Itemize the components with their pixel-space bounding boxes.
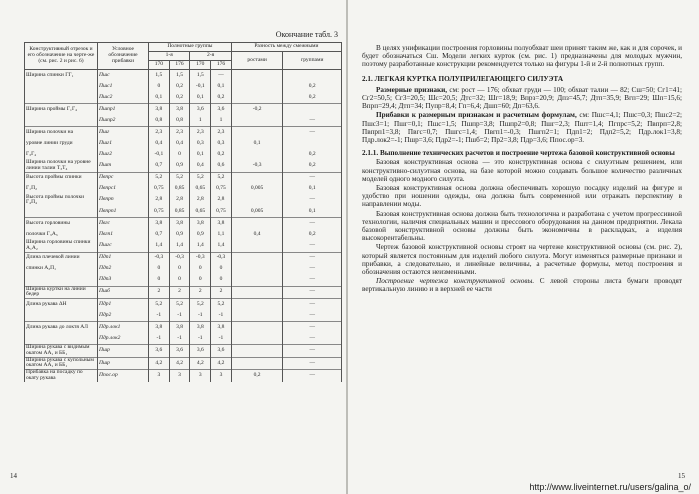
- row-value: 3,8: [169, 104, 190, 116]
- row-value: 0,85: [169, 206, 190, 218]
- row-value: 0: [169, 275, 190, 287]
- row-symbol: Пдр.лок1: [98, 322, 149, 334]
- table-row: [25, 357, 342, 370]
- row-value: 2: [211, 286, 232, 299]
- row-symbol: Пшт: [98, 160, 149, 172]
- row-value: [231, 115, 283, 127]
- row-value: 0,65: [190, 206, 211, 218]
- row-value: 3,8: [149, 104, 170, 116]
- table-row: [25, 218, 342, 230]
- row-value: 3,6: [190, 345, 211, 358]
- row-value: 0,1: [283, 206, 342, 218]
- row-symbol: Пдп2: [98, 264, 149, 275]
- row-symbol: Пвпрп: [98, 195, 149, 207]
- row-value: 1: [190, 115, 211, 127]
- row-value: —: [211, 70, 232, 82]
- calc-heading: 2.1.1. Выполнение технических расчетов и построение чертежа базовой конструктивной основы: [362, 149, 675, 158]
- col-header-height: 170: [149, 61, 170, 70]
- row-value: [231, 127, 283, 139]
- measures-values: см: рост — 176; обхват груди — 100; обхват талии — 82; Cш=50; Cг1=41; Cг2=50,5; Cг3=20,5; Шс=20,5; Дтс=32; Шг=18,9; Впрз=20,9; Дпз=45,7; Дтп=35,9; Вгп=29; Шп=15,6; Впрп=29,4; Дтп=34; Пупр=8,4; Гп=6,4; Дшп=60; Дп=63,6.: [362, 85, 682, 111]
- row-value: -0,3: [231, 160, 283, 172]
- allowance-table: [24, 42, 342, 382]
- row-value: 5,2: [169, 172, 190, 184]
- row-value: 5,2: [211, 299, 232, 311]
- table-row: [25, 160, 342, 172]
- row-value: -1: [169, 333, 190, 345]
- allowances-paragraph: [362, 111, 682, 144]
- row-symbol: Пшг: [98, 127, 149, 139]
- row-name: Ширина спинки ГГ₁: [25, 70, 98, 82]
- col-header-height: 176: [211, 61, 232, 70]
- row-value: [231, 357, 283, 370]
- row-value: -0,1: [149, 149, 170, 160]
- row-value: 0,6: [211, 160, 232, 172]
- row-symbol: Ппос.ор: [98, 370, 149, 382]
- row-symbol: Пшр: [98, 345, 149, 358]
- left-page: [0, 0, 346, 494]
- row-value: —: [283, 322, 342, 334]
- table-row: [25, 206, 342, 218]
- row-value: 5,2: [149, 299, 170, 311]
- row-value: 3,8: [211, 322, 232, 334]
- row-symbol: Пшг2: [98, 149, 149, 160]
- row-symbol: Пвгп1: [98, 229, 149, 240]
- row-value: 0,2: [211, 92, 232, 104]
- row-value: 3,8: [149, 322, 170, 334]
- watermark-url: http://www.liveinternet.ru/users/galina_o/: [529, 482, 691, 492]
- row-symbol: Пшб: [98, 286, 149, 299]
- row-value: 5,2: [169, 299, 190, 311]
- row-value: 0,1: [231, 138, 283, 149]
- row-value: 3: [149, 370, 170, 382]
- row-value: 3,8: [149, 218, 170, 230]
- row-name: Ширина куртки на линии бедер: [25, 286, 98, 299]
- row-value: [231, 81, 283, 92]
- row-value: -0,3: [149, 252, 170, 264]
- row-value: 5,2: [211, 172, 232, 184]
- row-value: 0: [169, 264, 190, 275]
- row-value: 0,75: [211, 206, 232, 218]
- row-value: —: [283, 264, 342, 275]
- row-value: 3: [169, 370, 190, 382]
- table-row: [25, 286, 342, 299]
- row-symbol: Пшс: [98, 70, 149, 82]
- table-row: [25, 104, 342, 116]
- row-value: 1,5: [169, 70, 190, 82]
- row-value: 3,6: [169, 345, 190, 358]
- row-value: 0,3: [190, 138, 211, 149]
- row-name: Высота проймы спинки: [25, 172, 98, 184]
- row-symbol: Пшпр1: [98, 104, 149, 116]
- row-value: -0,2: [231, 104, 283, 116]
- row-value: 0,2: [169, 92, 190, 104]
- row-value: -1: [149, 310, 170, 322]
- row-value: -0,3: [211, 252, 232, 264]
- row-value: 3,6: [149, 345, 170, 358]
- row-value: —: [283, 275, 342, 287]
- row-value: [283, 104, 342, 116]
- row-value: 0,2: [283, 160, 342, 172]
- row-value: 1,4: [169, 240, 190, 252]
- row-value: 0: [211, 275, 232, 287]
- row-name: Ширина рукава с купольным окатом АА₁ и ББ₁: [25, 357, 98, 370]
- row-value: 0,1: [190, 92, 211, 104]
- row-name: Ширина горловины спинки А₁А₂: [25, 240, 98, 252]
- row-value: -0,1: [190, 81, 211, 92]
- row-value: -1: [190, 310, 211, 322]
- table-caption: Окончание табл. 3: [275, 30, 338, 39]
- row-name: Ширина рукава с видимым окатом АА₁ и ББ₁: [25, 345, 98, 358]
- row-symbol: Пшс1: [98, 81, 149, 92]
- row-symbol: Пдр2: [98, 310, 149, 322]
- row-value: 2: [169, 286, 190, 299]
- row-value: [283, 70, 342, 82]
- row-symbol: Пвгс: [98, 218, 149, 230]
- row-value: 0: [149, 81, 170, 92]
- row-name: полочки Г₃А₃: [25, 229, 98, 240]
- row-value: 0,7: [149, 160, 170, 172]
- row-value: 3,8: [211, 218, 232, 230]
- table-row: [25, 184, 342, 195]
- body-paragraph: Чертеж базовой конструктивной основы строят на чертеже конструктивной основы (см. рис. 2), который является постоянным для изделий любого силуэта. Могут изменяться размерные признаки и прибавки, а следовательно, и линейные величины, а расчетные формулы, метод построения и обозначения остаются неизменными.: [362, 243, 682, 277]
- row-value: 0,9: [169, 229, 190, 240]
- row-value: 3,6: [211, 345, 232, 358]
- row-value: [231, 172, 283, 184]
- row-value: 0,2: [283, 92, 342, 104]
- body-paragraph: Базовая конструктивная основа должна обеспечивать хорошую посадку изделий на фигуре и удобство при ношении одежды, она должна быть современной или отражать перспективу в направлении моды.: [362, 184, 682, 209]
- row-symbol: Пвпрс: [98, 172, 149, 184]
- row-value: 4,2: [211, 357, 232, 370]
- row-name: Прибавка на посадку по окату рукава: [25, 370, 98, 382]
- row-value: 0,1: [149, 92, 170, 104]
- row-value: 0,1: [211, 81, 232, 92]
- row-value: 0: [190, 275, 211, 287]
- row-symbol: Пдр1: [98, 299, 149, 311]
- row-value: 3,8: [190, 322, 211, 334]
- row-value: 2,8: [190, 195, 211, 207]
- row-value: 2,8: [211, 195, 232, 207]
- section-heading: 2.1. ЛЕГКАЯ КУРТКА ПОЛУПРИЛЕГАЮЩЕГО СИЛУЭТА: [362, 74, 564, 83]
- row-name: спинки А₂П₁: [25, 264, 98, 275]
- row-value: —: [283, 333, 342, 345]
- row-name: Ширина полочки на уровне линии талии Т₃Т₄: [25, 160, 98, 172]
- row-value: 2,3: [169, 127, 190, 139]
- table-row: [25, 138, 342, 149]
- body-paragraph: Базовая конструктивная основа — это конструктивная основа с силуэтным решением, или конструктивно-силуэтная основа, на базе которой можно создавать большое количество различных моделей одного модного силуэта.: [362, 158, 682, 183]
- row-value: 0,4: [231, 229, 283, 240]
- row-value: 0,75: [211, 184, 232, 195]
- row-value: —: [283, 310, 342, 322]
- row-value: 0,005: [231, 184, 283, 195]
- row-value: 2,8: [149, 195, 170, 207]
- row-value: 0,1: [283, 184, 342, 195]
- row-value: 2,3: [149, 127, 170, 139]
- row-value: 1,5: [149, 70, 170, 82]
- table-row: [25, 252, 342, 264]
- right-page: [348, 0, 699, 494]
- row-value: 0,4: [169, 138, 190, 149]
- row-value: 0,2: [231, 370, 283, 382]
- row-value: 0,2: [283, 149, 342, 160]
- last-paragraph-rest: С левой стороны листа бумаги проводят вертикальную линию и в верхней ее части: [362, 277, 683, 294]
- row-name: [25, 310, 98, 322]
- row-value: [231, 70, 283, 82]
- row-value: 0: [169, 149, 190, 160]
- col-header-diff-group: группами: [283, 52, 342, 70]
- col-header-groups: Полнотные группы: [149, 43, 232, 52]
- row-value: [231, 195, 283, 207]
- row-value: 0,2: [283, 81, 342, 92]
- row-symbol: Пшгс: [98, 240, 149, 252]
- measures-paragraph: [362, 86, 682, 111]
- row-value: 1: [211, 115, 232, 127]
- row-value: 0,4: [149, 138, 170, 149]
- row-value: —: [283, 252, 342, 264]
- table-row: [25, 345, 342, 358]
- row-name: Высота горловины: [25, 218, 98, 230]
- table-row: [25, 333, 342, 345]
- row-value: —: [283, 172, 342, 184]
- row-symbol: Пшпр2: [98, 115, 149, 127]
- row-name: [25, 81, 98, 92]
- row-value: [231, 310, 283, 322]
- row-value: 0,7: [149, 229, 170, 240]
- row-value: [231, 345, 283, 358]
- row-symbol: Пдр.лок2: [98, 333, 149, 345]
- allowances-values: см: Пшс=4,1; Пшс=0,3; Пшс2=2; Пшс3=1; Пшг=0,1; Пшс=1,5; Пшпр=3,8; Пшпр2=0,8; Пшг=2,3; Пшт=1,4; Пгпрс=5,2; Пвпрп=2,8; Пвпрп1=3,8; Пвгс=0,7; Пшгс=1,4; Пвгп1=-0,3; Пшгп2=1; Пдп1=2; Пдп2=5,2; Пдр.лок1=3,8; Пдр.лок2=-1; Пшр=3,6; Пдр2=-1; Пшб=2; Пр2=3,8; Пдр=3,6; Ппос.ор=3.: [362, 111, 683, 145]
- col-header-diff-growth: ростами: [231, 52, 283, 70]
- row-value: —: [283, 299, 342, 311]
- row-value: -0,3: [190, 252, 211, 264]
- row-symbol: Пдп3: [98, 275, 149, 287]
- measures-title: Размерные признаки,: [376, 85, 448, 94]
- row-value: -1: [211, 333, 232, 345]
- table-row: [25, 264, 342, 275]
- col-header-group2: 2-я: [190, 52, 231, 61]
- row-symbol: Пшг1: [98, 138, 149, 149]
- row-value: —: [283, 345, 342, 358]
- allowances-title: Прибавки к размерным признакам и расчетным формулам,: [376, 111, 577, 120]
- row-value: 0,005: [231, 206, 283, 218]
- row-value: —: [283, 240, 342, 252]
- row-value: -1: [211, 310, 232, 322]
- intro-paragraph: В целях унификации построения горловины полуобхват шеи принят таким же, как и для сорочек, и будет обозначаться Cш. Модели легких курток (см. рис. 1) предназначены для молодых мужчин, поэтому разработанные конструкции рекомендуется только на фигуры 1-й и 2-й полнотных групп.: [362, 44, 682, 69]
- row-value: 0,85: [169, 184, 190, 195]
- row-value: 0,75: [149, 206, 170, 218]
- row-value: 3,8: [169, 218, 190, 230]
- row-value: -1: [169, 310, 190, 322]
- row-value: 0,2: [283, 229, 342, 240]
- table-row: [25, 370, 342, 382]
- table-row: [25, 70, 342, 82]
- row-value: 0,1: [190, 149, 211, 160]
- row-value: [231, 149, 283, 160]
- row-value: -1: [149, 333, 170, 345]
- row-symbol: Пдп1: [98, 252, 149, 264]
- row-value: 0: [149, 275, 170, 287]
- row-value: [283, 138, 342, 149]
- row-name: [25, 275, 98, 287]
- table-row: [25, 240, 342, 252]
- row-value: 0,65: [190, 184, 211, 195]
- row-value: 3: [211, 370, 232, 382]
- row-value: 3,6: [190, 104, 211, 116]
- row-value: —: [283, 286, 342, 299]
- row-value: [231, 299, 283, 311]
- row-value: 1,4: [211, 240, 232, 252]
- row-value: 1,4: [190, 240, 211, 252]
- row-value: —: [283, 115, 342, 127]
- right-page-text: [362, 44, 682, 295]
- body-paragraph: Базовая конструктивная основа должна быть технологична и разработана с учетом прогрессивной технологии, наличия специальных машин и прессового оборудования на данном предприятии. Лекала базовой конструктивной основы должны быть экономичны в раскладках, а изделия высокорентабельны.: [362, 209, 682, 243]
- row-value: 0: [211, 264, 232, 275]
- table-row: [25, 172, 342, 184]
- row-value: 0,4: [190, 160, 211, 172]
- row-value: 0,9: [169, 160, 190, 172]
- row-value: —: [283, 218, 342, 230]
- row-value: 0: [149, 264, 170, 275]
- row-symbol: Пвпрс1: [98, 184, 149, 195]
- table-row: [25, 127, 342, 139]
- row-name: Длина плечевой линии: [25, 252, 98, 264]
- table-row: [25, 310, 342, 322]
- table-row: [25, 115, 342, 127]
- row-value: [231, 264, 283, 275]
- row-value: 3,8: [190, 218, 211, 230]
- row-name: [25, 206, 98, 218]
- row-name: Длина рукава до локтя АЛ: [25, 322, 98, 334]
- row-name: [25, 92, 98, 104]
- row-value: —: [283, 195, 342, 207]
- row-value: 1,4: [149, 240, 170, 252]
- row-value: 0,2: [169, 81, 190, 92]
- row-name: Г₁П₂: [25, 184, 98, 195]
- row-value: 2,8: [169, 195, 190, 207]
- row-value: 1,1: [211, 229, 232, 240]
- row-value: [231, 252, 283, 264]
- table-row: [25, 81, 342, 92]
- row-value: 5,2: [190, 172, 211, 184]
- row-value: 0,9: [190, 229, 211, 240]
- row-value: 0,8: [169, 115, 190, 127]
- row-value: 2: [149, 286, 170, 299]
- row-value: 2,3: [211, 127, 232, 139]
- row-value: 0,8: [149, 115, 170, 127]
- row-value: —: [283, 127, 342, 139]
- last-paragraph: [362, 277, 682, 293]
- last-paragraph-lead: Построение чертежа конструктивной основы.: [376, 277, 535, 286]
- row-value: —: [283, 370, 342, 382]
- col-header-name: Конструктивный отрезок и его обозначение на черте-же (см. рис. 2 и рис. 6): [25, 43, 98, 70]
- row-value: 0: [190, 264, 211, 275]
- row-value: [231, 240, 283, 252]
- row-name: Г₃Г₄: [25, 149, 98, 160]
- row-value: 5,2: [190, 299, 211, 311]
- col-header-height: 170: [190, 61, 211, 70]
- row-value: 3,6: [211, 104, 232, 116]
- row-value: [231, 275, 283, 287]
- row-value: 2: [190, 286, 211, 299]
- col-header-group1: 1-я: [149, 52, 190, 61]
- row-value: 1,5: [190, 70, 211, 82]
- table-row: [25, 299, 342, 311]
- page-number-right: 15: [678, 472, 685, 480]
- row-value: 5,2: [149, 172, 170, 184]
- row-symbol: Пвпрп1: [98, 206, 149, 218]
- row-value: 4,2: [149, 357, 170, 370]
- table-row: [25, 92, 342, 104]
- row-name: Ширина проймы Г₁Г₄: [25, 104, 98, 116]
- table-row: [25, 322, 342, 334]
- row-value: [231, 92, 283, 104]
- row-symbol: Пшр: [98, 357, 149, 370]
- row-value: [231, 322, 283, 334]
- col-header-diff: Разность между смежными: [231, 43, 341, 52]
- row-value: -1: [190, 333, 211, 345]
- row-name: [25, 333, 98, 345]
- row-name: уровне линии груди: [25, 138, 98, 149]
- col-header-sym: Условное обозначение прибавки: [98, 43, 149, 70]
- row-value: [231, 218, 283, 230]
- row-value: 2,3: [190, 127, 211, 139]
- table-row: [25, 195, 342, 207]
- row-value: 0,2: [211, 149, 232, 160]
- row-value: 4,2: [169, 357, 190, 370]
- row-name: [25, 115, 98, 127]
- row-value: [231, 333, 283, 345]
- row-value: 0,3: [211, 138, 232, 149]
- row-value: -0,3: [169, 252, 190, 264]
- row-name: Высота проймы полочки Г₄П₄: [25, 195, 98, 207]
- row-value: 0,75: [149, 184, 170, 195]
- page-number-left: 14: [10, 472, 17, 480]
- row-value: 3: [190, 370, 211, 382]
- col-header-height: 176: [169, 61, 190, 70]
- row-name: Длина рукава ΔН: [25, 299, 98, 311]
- row-value: 4,2: [190, 357, 211, 370]
- row-symbol: Пшс2: [98, 92, 149, 104]
- table-row: [25, 275, 342, 287]
- row-value: 3,8: [169, 322, 190, 334]
- row-value: —: [283, 357, 342, 370]
- row-name: Ширина полочки на: [25, 127, 98, 139]
- row-value: [231, 286, 283, 299]
